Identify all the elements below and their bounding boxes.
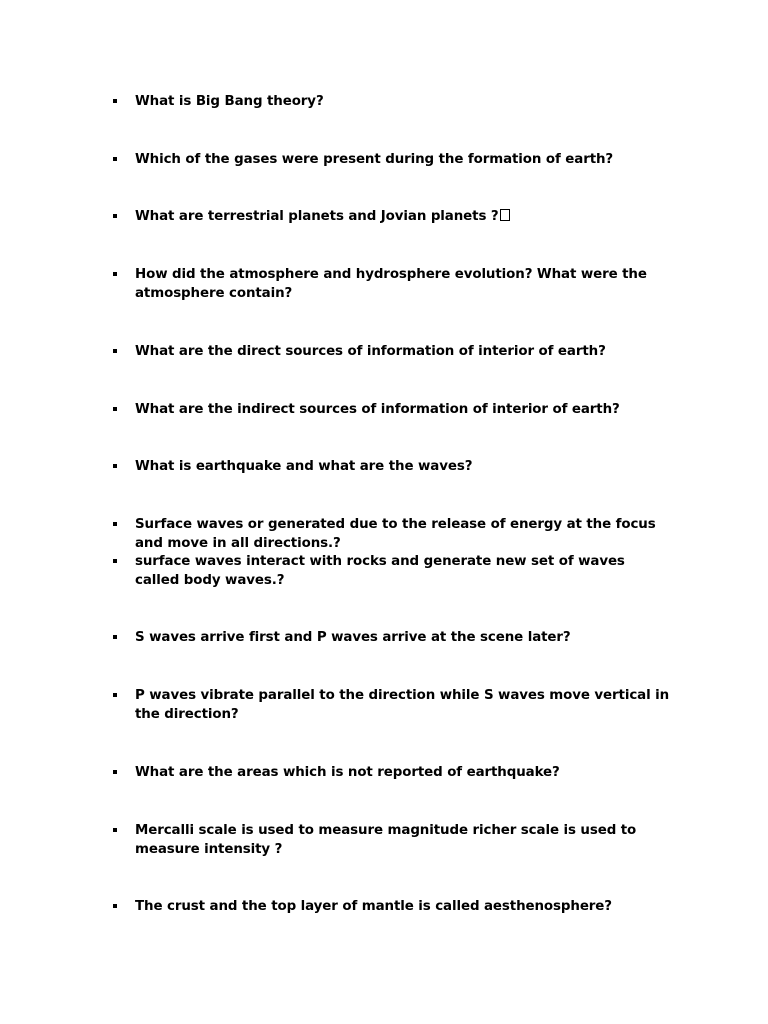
bullet-icon [113, 559, 117, 563]
question-text: What are the indirect sources of information of interior of earth? [135, 402, 620, 417]
bullet-icon [113, 99, 117, 103]
question-text: S waves arrive first and P waves arrive at the scene later? [135, 630, 571, 645]
question-text: surface waves interact with rocks and generate new set of waves called body waves.? [135, 554, 625, 588]
question-text: What are terrestrial planets and Jovian planets ? [135, 209, 499, 224]
question-item [113, 897, 673, 916]
question-item [113, 92, 673, 111]
bullet-icon [113, 635, 117, 639]
bullet-icon [113, 770, 117, 774]
question-item [113, 400, 673, 419]
question-item [113, 515, 673, 553]
bullet-icon [113, 464, 117, 468]
bullet-icon [113, 828, 117, 832]
question-text: The crust and the top layer of mantle is called aesthenosphere? [135, 899, 612, 914]
question-text: What are the direct sources of information of interior of earth? [135, 344, 606, 359]
question-text: What are the areas which is not reported of earthquake? [135, 765, 560, 780]
question-item [113, 686, 673, 724]
question-item [113, 342, 673, 361]
bullet-icon [113, 272, 117, 276]
question-item [113, 763, 673, 782]
question-text: What is earthquake and what are the waves? [135, 459, 473, 474]
question-item [113, 628, 673, 647]
question-text: Mercalli scale is used to measure magnitude richer scale is used to measure intensity ? [135, 823, 637, 857]
question-item [113, 150, 673, 169]
missing-glyph-icon [500, 209, 510, 221]
question-text: Which of the gases were present during the formation of earth? [135, 152, 614, 167]
question-item [113, 265, 673, 303]
question-text: P waves vibrate parallel to the direction while S waves move vertical in the direction? [135, 688, 670, 722]
question-item [113, 821, 673, 859]
bullet-icon [113, 407, 117, 411]
bullet-icon [113, 693, 117, 697]
bullet-icon [113, 522, 117, 526]
question-item [113, 207, 673, 226]
question-text: How did the atmosphere and hydrosphere evolution? What were the atmosphere contain? [135, 267, 647, 301]
bullet-icon [113, 904, 117, 908]
question-item [113, 552, 673, 590]
question-item [113, 457, 673, 476]
question-text: What is Big Bang theory? [135, 94, 324, 109]
bullet-icon [113, 349, 117, 353]
bullet-icon [113, 214, 117, 218]
question-text: Surface waves or generated due to the release of energy at the focus and move in all directions.? [135, 517, 656, 551]
bullet-icon [113, 157, 117, 161]
